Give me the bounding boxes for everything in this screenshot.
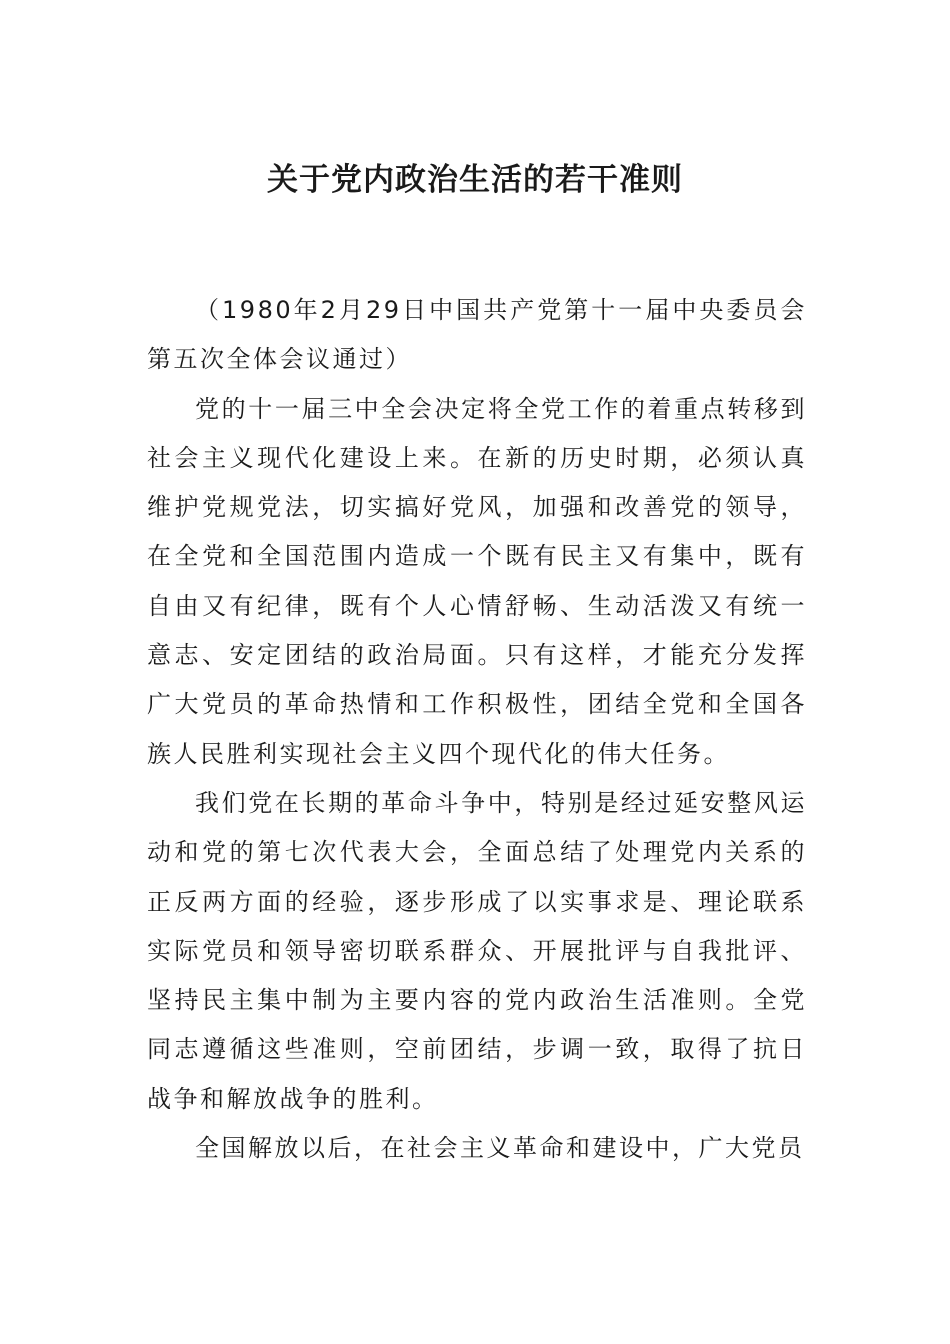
document-body <box>147 286 807 1173</box>
document-title: 关于党内政治生活的若干准则 <box>267 162 683 198</box>
paragraph-1: 党的十一届三中全会决定将全党工作的着重点转移到社会主义现代化建设上来。在新的历史时期，必须认真维护党规党法，切实搞好党风，加强和改善党的领导，在全党和全国范围内造成一个既有民主又有集中，既有自由又有纪律，既有个人心情舒畅、生动活泼又有统一意志、安定团结的政治局面。只有这样，才能充分发挥广大党员的革命热情和工作积极性，团结全党和全国各族人民胜利实现社会主义四个现代化的伟大任务。 <box>147 394 807 768</box>
paragraph-3: 全国解放以后，在社会主义革命和建设中，广大党员 <box>195 1134 805 1163</box>
adoption-note: （1980年2月29日中国共产党第十一届中央委员会第五次全体会议通过） <box>147 296 807 374</box>
paragraph-2: 我们党在长期的革命斗争中，特别是经过延安整风运动和党的第七次代表大会，全面总结了处理党内关系的正反两方面的经验，逐步形成了以实事求是、理论联系实际党员和领导密切联系群众、开展批评与自我批评、坚持民主集中制为主要内容的党内政治生活准则。全党同志遵循这些准则，空前团结，步调一致，取得了抗日战争和解放战争的胜利。 <box>147 788 807 1113</box>
